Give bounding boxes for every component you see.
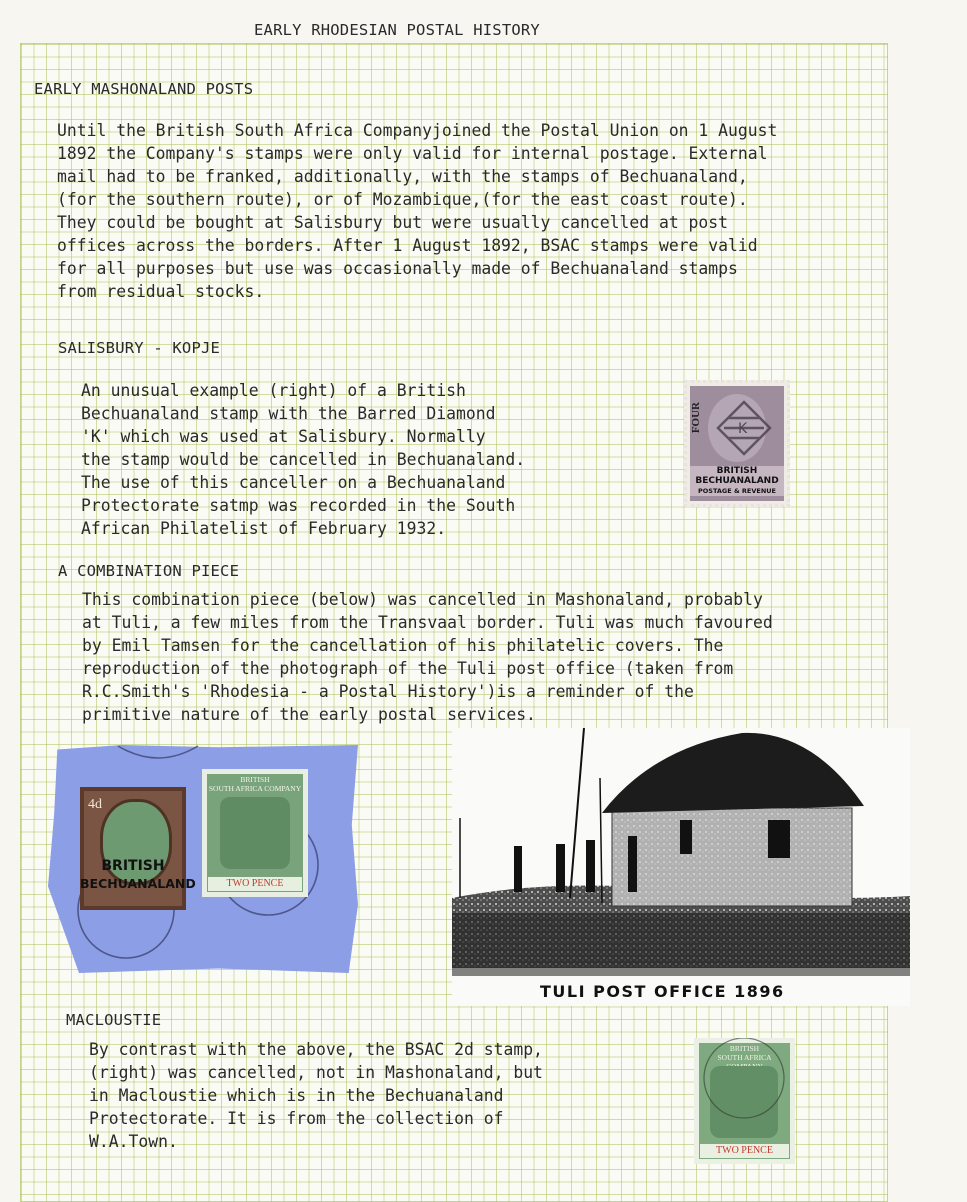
- text-line: (right) was cancelled, not in Mashonaland, but: [89, 1063, 543, 1082]
- text-line: Bechuanaland stamp with the Barred Diamond: [81, 404, 496, 423]
- bechuanaland-overprint-4d-stamp: [80, 787, 196, 910]
- section-heading-combination-piece: A COMBINATION PIECE: [58, 562, 240, 580]
- text-line: Until the British South Africa Companyjoined the Postal Union on 1 August: [57, 121, 778, 140]
- stamp-text-line: BRITISH: [240, 775, 270, 784]
- text-line: mail had to be franked, additionally, with the stamps of Bechuanaland,: [57, 167, 748, 186]
- text-line: reproduction of the photograph of the Tuli post office (taken from: [82, 659, 734, 678]
- stamp-text-line: BRITISH: [716, 466, 758, 476]
- text-line: the stamp would be cancelled in Bechuanaland.: [81, 450, 526, 469]
- text-line: for all purposes but use was occasionally made of Bechuanaland stamps: [57, 259, 738, 278]
- text-line: They could be bought at Salisbury but were usually cancelled at post: [57, 213, 729, 232]
- text-line: primitive nature of the early postal services.: [82, 705, 536, 724]
- text-line: in Macloustie which is in the Bechuanaland: [89, 1086, 504, 1105]
- text-line: offices across the borders. After 1 August 1892, BSAC stamps were valid: [57, 236, 758, 255]
- text-line: W.A.Town.: [89, 1132, 178, 1151]
- text-line: An unusual example (right) of a British: [81, 381, 466, 400]
- stamp-text-line: POSTAGE & REVENUE: [698, 487, 776, 495]
- text-line: R.C.Smith's 'Rhodesia - a Postal History')is a reminder of the: [82, 682, 694, 701]
- bsac-two-pence-stamp: [202, 769, 308, 897]
- barred-diamond-cancel-icon: [714, 398, 774, 458]
- page-title: EARLY RHODESIAN POSTAL HISTORY: [254, 21, 540, 39]
- stamp-text-line: BRITISH: [729, 1044, 760, 1053]
- bsac-two-pence-macloustie-stamp: [694, 1038, 795, 1164]
- stamp-value-text: 4d: [88, 797, 102, 812]
- photo-caption: TULI POST OFFICE 1896: [540, 982, 785, 1001]
- stamp-value-text: TWO PENCE: [700, 1144, 789, 1158]
- stamp-value-text: TWO PENCE: [208, 877, 302, 891]
- text-line: 1892 the Company's stamps were only valid for internal postage. External: [57, 144, 768, 163]
- text-line: This combination piece (below) was cancelled in Mashonaland, probably: [82, 590, 763, 609]
- overprint-text: BECHUANALAND: [80, 876, 196, 891]
- text-line: from residual stocks.: [57, 282, 265, 301]
- text-line: by Emil Tamsen for the cancellation of his philatelic covers. The: [82, 636, 724, 655]
- stamp-text-line: BECHUANALAND: [695, 476, 779, 486]
- text-line: By contrast with the above, the BSAC 2d stamp,: [89, 1040, 543, 1059]
- tuli-post-office-photo: [452, 728, 910, 1006]
- text-line: Protectorate satmp was recorded in the South: [81, 496, 516, 515]
- text-line: at Tuli, a few miles from the Transvaal border. Tuli was much favoured: [82, 613, 773, 632]
- section-heading-macloustie: MACLOUSTIE: [66, 1011, 162, 1029]
- bechuanaland-four-pence-stamp: [684, 380, 790, 507]
- section-heading-salisbury-kopje: SALISBURY - KOPJE: [58, 339, 221, 357]
- svg-text:K: K: [738, 421, 748, 437]
- coat-of-arms-icon: [220, 797, 290, 869]
- hut-photo-icon: [452, 728, 910, 1006]
- text-line: Protectorate. It is from the collection of: [89, 1109, 504, 1128]
- stamp-text-line: SOUTH AFRICA COMPANY: [208, 784, 302, 793]
- stamp-text-line: SOUTH AFRICA: [717, 1053, 772, 1062]
- text-line: The use of this canceller on a Bechuanaland: [81, 473, 506, 492]
- text-line: 'K' which was used at Salisbury. Normally: [81, 427, 486, 446]
- section-heading-mashonaland-posts: EARLY MASHONALAND POSTS: [34, 80, 254, 98]
- text-line: African Philatelist of February 1932.: [81, 519, 447, 538]
- overprint-text: BRITISH: [101, 858, 165, 874]
- text-line: (for the southern route), or of Mozambique,(for the east coast route).: [57, 190, 748, 209]
- stamp-value-text: FOUR: [690, 402, 702, 434]
